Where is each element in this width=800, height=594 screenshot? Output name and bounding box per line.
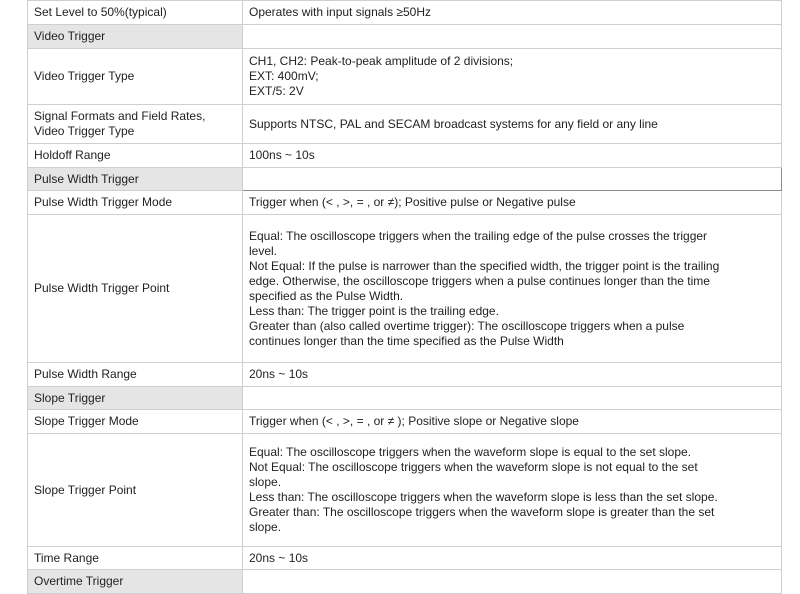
row-value: Trigger when (< , >, = , or ≠ ); Positive slope or Negative slope	[243, 410, 782, 434]
section-row	[28, 570, 782, 594]
row-label: Slope Trigger Point	[28, 434, 243, 547]
table-row	[28, 49, 782, 105]
row-label: Holdoff Range	[28, 144, 243, 168]
row-value: 20ns ~ 10s	[243, 547, 782, 570]
section-label: Video Trigger	[28, 25, 243, 49]
row-value	[243, 570, 782, 594]
row-value: 100ns ~ 10s	[243, 144, 782, 168]
section-row	[28, 25, 782, 49]
row-label: Slope Trigger Mode	[28, 410, 243, 434]
row-label: Pulse Width Range	[28, 363, 243, 387]
row-value	[243, 387, 782, 410]
section-row	[28, 168, 782, 191]
row-value	[243, 168, 782, 191]
table-row	[28, 363, 782, 387]
row-label: Pulse Width Trigger Mode	[28, 191, 243, 215]
row-value: Trigger when (< , >, = , or ≠); Positive pulse or Negative pulse	[243, 191, 782, 215]
table-row	[28, 434, 782, 547]
row-value: Supports NTSC, PAL and SECAM broadcast systems for any field or any line	[243, 105, 782, 144]
row-value: Operates with input signals ≥50Hz	[243, 1, 782, 25]
row-value	[243, 25, 782, 49]
section-label: Overtime Trigger	[28, 570, 243, 594]
row-value: Equal: The oscilloscope triggers when the trailing edge of the pulse crosses the trigger level. Not Equal: If the pulse is narrower than the specified width, the trigger point is the trailing edge. Otherwise, the oscilloscope triggers when a pulse continues longer than the time specified as the Pulse Width. Less than: The trigger point is the trailing edge. Greater than (also called overtime trigger): The oscilloscope triggers when a pulse continues longer than the time specified as the Pulse Width	[243, 215, 782, 363]
table-row	[28, 410, 782, 434]
row-label: Time Range	[28, 547, 243, 570]
table-row	[28, 191, 782, 215]
row-label: Set Level to 50%(typical)	[28, 1, 243, 25]
row-label: Video Trigger Type	[28, 49, 243, 105]
table-row	[28, 547, 782, 570]
section-label: Pulse Width Trigger	[28, 168, 243, 191]
table-row	[28, 105, 782, 144]
spec-table	[27, 0, 782, 594]
table-row	[28, 1, 782, 25]
row-label: Signal Formats and Field Rates, Video Trigger Type	[28, 105, 243, 144]
row-value: CH1, CH2: Peak-to-peak amplitude of 2 divisions; EXT: 400mV; EXT/5: 2V	[243, 49, 782, 105]
section-label: Slope Trigger	[28, 387, 243, 410]
row-value: 20ns ~ 10s	[243, 363, 782, 387]
row-value: Equal: The oscilloscope triggers when the waveform slope is equal to the set slope. Not Equal: The oscilloscope triggers when the waveform slope is not equal to the set slope. Less than: The oscilloscope triggers when the waveform slope is less than the set slope. Greater than: The oscilloscope triggers when the waveform slope is greater than the set slope.	[243, 434, 782, 547]
section-row	[28, 387, 782, 410]
row-label: Pulse Width Trigger Point	[28, 215, 243, 363]
table-row	[28, 215, 782, 363]
table-row	[28, 144, 782, 168]
